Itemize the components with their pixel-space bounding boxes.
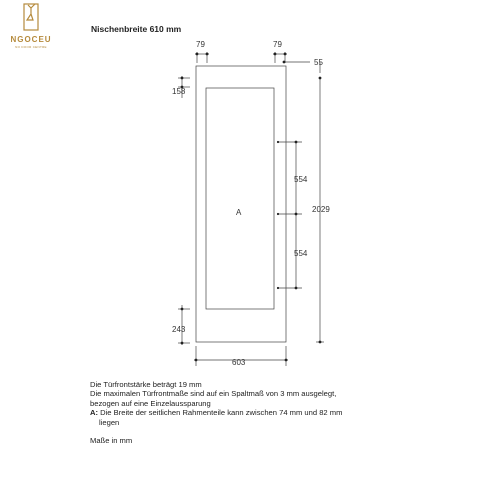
dim-top-rail: 158 bbox=[172, 87, 186, 96]
dim-left-stile: 79 bbox=[196, 40, 205, 49]
dim-hinge-lower: 554 bbox=[294, 249, 308, 258]
door-outline bbox=[196, 66, 286, 342]
dim-door-width: 603 bbox=[232, 358, 246, 367]
panel-label: A bbox=[236, 208, 242, 217]
dim-hinge-upper: 554 bbox=[294, 175, 308, 184]
notes-block bbox=[90, 380, 470, 445]
brand-tagline: NO DOOR CENTRE bbox=[15, 45, 47, 49]
brand-name: NGOCEU bbox=[10, 35, 52, 44]
note-door-thickness: Die Türfrontstärke beträgt 19 mm bbox=[90, 380, 202, 389]
note-a bbox=[90, 408, 470, 417]
dim-top-gap: 55 bbox=[314, 58, 323, 67]
dim-total-height: 2029 bbox=[312, 205, 330, 214]
dim-right-stile: 79 bbox=[273, 40, 282, 49]
note-a-text: Die Breite der seitlichen Rahmenteile kann zwischen 74 mm und 82 mm bbox=[100, 408, 343, 418]
note-a-cont: liegen bbox=[99, 417, 120, 427]
note-a-label: A: bbox=[90, 408, 99, 418]
dim-bottom-rail: 243 bbox=[172, 325, 186, 334]
note-max-dimensions: Die maximalen Türfrontmaße sind auf ein Spaltmaß von 3 mm ausgelegt, bbox=[90, 389, 337, 399]
page-title: Nischenbreite 610 mm bbox=[91, 24, 182, 34]
units-note: Maße in mm bbox=[90, 436, 133, 446]
door-panel bbox=[206, 88, 274, 309]
note-max-dimensions-cont: bezogen auf eine Einzelaussparung bbox=[90, 398, 211, 408]
